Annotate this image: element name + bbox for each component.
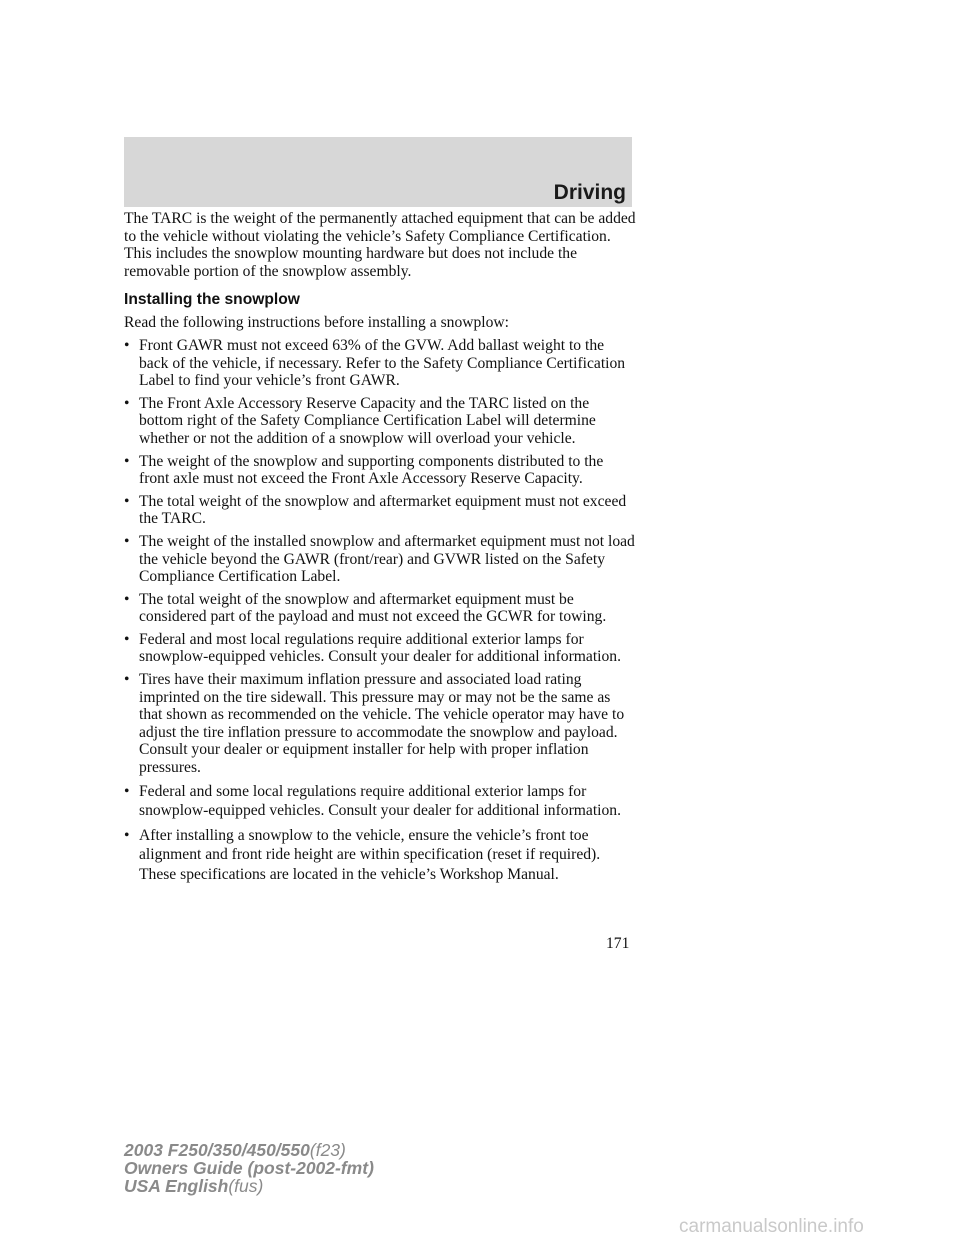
bullet-icon: • <box>124 630 130 648</box>
bullet-icon: • <box>124 826 130 844</box>
list-item <box>124 337 636 390</box>
list-item <box>124 826 636 885</box>
bullet-icon: • <box>124 336 130 354</box>
list-item <box>124 631 636 666</box>
list-item-text: Front GAWR must not exceed 63% of the GVW. Add ballast weight to the back of the vehicle, if necessary. Refer to the Safety Compliance Certification Label to find your vehicle’s front GAWR. <box>139 336 626 390</box>
page-number: 171 <box>606 935 630 952</box>
list-item <box>124 395 636 448</box>
footer-model: 2003 F250/350/450/550 <box>124 1140 310 1160</box>
list-item-text: The total weight of the snowplow and aftermarket equipment must not exceed the TARC. <box>139 492 627 528</box>
bullet-icon: • <box>124 492 130 510</box>
list-item-text: Federal and most local regulations require additional exterior lamps for snowplow-equipped vehicles. Consult your dealer for additional information. <box>139 630 621 666</box>
section-heading: Installing the snowplow <box>124 291 300 309</box>
list-item-text: The total weight of the snowplow and aftermarket equipment must be considered part of the payload and must not exceed the GCWR for towing. <box>139 590 607 626</box>
footer-language: USA English <box>124 1176 229 1196</box>
list-item-text: The Front Axle Accessory Reserve Capacity and the TARC listed on the bottom right of the Safety Compliance Certification Label will determine whether or not the addition of a snowplow will overload your vehicle. <box>139 394 596 447</box>
bullet-icon: • <box>124 590 130 608</box>
bullet-icon: • <box>124 394 130 412</box>
footer-language-line <box>124 1177 374 1195</box>
list-item <box>124 591 636 626</box>
list-item <box>124 453 636 488</box>
list-item-text: The weight of the snowplow and supporting components distributed to the front axle must not exceed the Front Axle Accessory Reserve Capacity. <box>139 452 604 488</box>
instruction-list <box>124 337 636 884</box>
section-title: Driving <box>553 181 626 204</box>
list-item-text: The weight of the installed snowplow and aftermarket equipment must not load the vehicle beyond the GAWR (front/rear) and GVWR listed on the Safety Compliance Certification Label. <box>139 532 635 586</box>
lead-paragraph: Read the following instructions before installing a snowplow: <box>124 314 510 332</box>
bullet-icon: • <box>124 452 130 470</box>
footer-guide: Owners Guide (post-2002-fmt) <box>124 1158 374 1178</box>
bullet-icon: • <box>124 782 130 800</box>
list-item-text: Tires have their maximum inflation pressure and associated load rating imprinted on the tire sidewall. This pressure may or may not be the same as that shown as recommended on the vehicle. The vehicle operator may have to adjust the tire inflation pressure to accommodate the snowplow and payload. Consult your dealer or equipment installer for help with proper inflation pressures. <box>139 671 625 777</box>
list-item-text: Federal and some local regulations require additional exterior lamps for snowplow-equipped vehicles. Consult your dealer for additional information. <box>139 782 621 820</box>
bullet-icon: • <box>124 532 130 550</box>
watermark: carmanualsonline.info <box>679 1216 864 1237</box>
footer-model-line <box>124 1141 374 1159</box>
document-footer <box>124 1141 374 1195</box>
list-item <box>124 671 636 777</box>
list-item <box>124 493 636 528</box>
footer-language-code: (fus) <box>228 1176 264 1196</box>
header-band <box>124 137 632 207</box>
list-item-text: After installing a snowplow to the vehicle, ensure the vehicle’s front toe alignment and front ride height are within specification (reset if required). These specifications are located in the vehicle’s Workshop Manual. <box>139 826 601 883</box>
footer-guide-line <box>124 1159 374 1177</box>
intro-paragraph: The TARC is the weight of the permanently attached equipment that can be added to the vehicle without violating the vehicle’s Safety Compliance Certification. This includes the snowplow mounting hardware but does not include the removable portion of the snowplow assembly. <box>124 210 636 280</box>
list-item <box>124 782 636 821</box>
bullet-icon: • <box>124 671 130 689</box>
list-item <box>124 533 636 586</box>
page-content <box>124 210 636 884</box>
footer-model-code: (f23) <box>309 1140 346 1160</box>
